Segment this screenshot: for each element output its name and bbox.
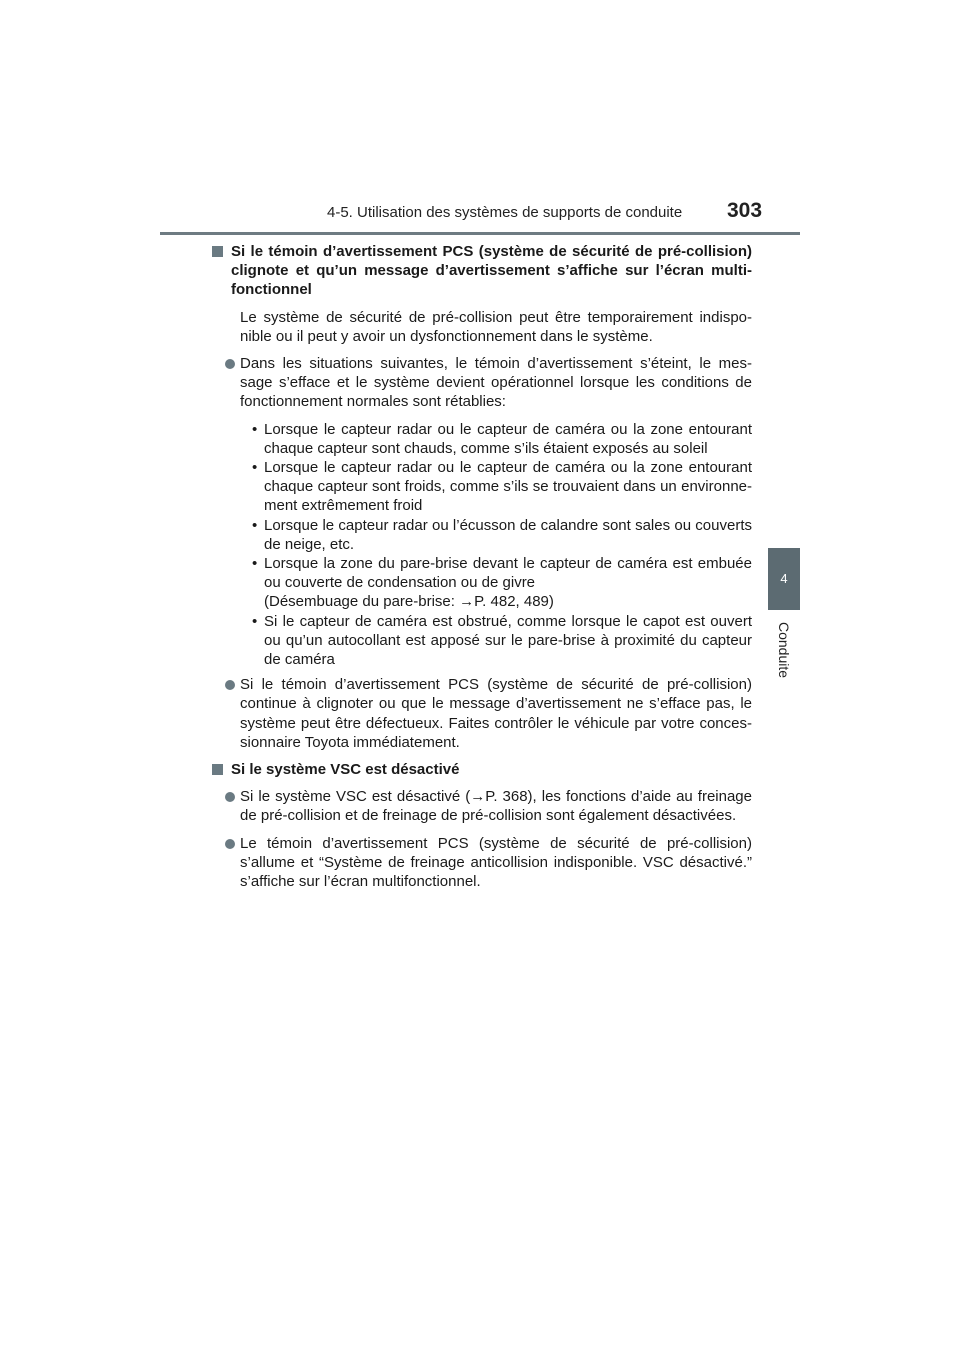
intro-paragraph: Le système de sécurité de pré-collision peut être temporairement indispo-nible ou il peut y avoir un dysfonctionnement dans le système. [240, 308, 752, 345]
sub-list-text: Lorsque la zone du pare-brise devant le capteur de caméra est embuée ou couverte de condensation ou de givre [264, 555, 752, 592]
bullet-item [212, 675, 752, 752]
bullet-item [212, 787, 752, 825]
sub-bullet-icon: • [252, 459, 258, 477]
sub-bullet-icon: • [252, 516, 258, 534]
section-header: 4-5. Utilisation des systèmes de supports de conduite [327, 204, 683, 221]
section-heading-text: Si le système VSC est désactivé [231, 761, 460, 779]
square-marker-icon [212, 246, 223, 257]
square-marker-icon [212, 764, 223, 775]
page-number: 303 [727, 199, 763, 222]
sub-list-text: Si le capteur de caméra est obstrué, comme lorsque le capot est ouvert ou qu’un autocollant est apposé sur le pare-brise à proximité du capteur de caméra [264, 612, 752, 669]
sub-list-item [252, 612, 752, 670]
sub-bullet-icon: • [252, 555, 258, 573]
section-heading [212, 242, 752, 300]
section-heading [212, 760, 752, 779]
sub-list-text: Lorsque le capteur radar ou le capteur de caméra ou la zone entourant chaque capteur sont chauds, comme s’ils étaient exposés au soleil [264, 420, 752, 457]
bullet-dot-icon [225, 680, 235, 690]
sub-list-item [252, 420, 752, 458]
chapter-tab: 4 [768, 548, 800, 610]
bullet-item [212, 834, 752, 892]
bullet-text: Le témoin d’avertissement PCS (système de sécurité de pré-collision) s’allume et “Système de freinage anticollision indisponible. VSC désactivé.” s’affiche sur l’écran multifonctionnel. [240, 834, 752, 891]
bullet-dot-icon [225, 839, 235, 849]
bullet-text: Si le témoin d’avertissement PCS (système de sécurité de pré-collision) continue à clignoter ou que le message d’avertissement ne s’efface pas, le système peut être défectueux. Faites contrôler le véhicule par votre conces-sionnaire Toyota immédiatement. [240, 676, 752, 751]
bullet-item [212, 354, 752, 412]
page-content [212, 242, 752, 899]
sub-list-text: Lorsque le capteur radar ou le capteur de caméra ou la zone entourant chaque capteur sont froids, comme s’ils se trouvaient dans un environne-ment extrêmement froid [264, 459, 752, 515]
sub-list-text: Lorsque le capteur radar ou l’écusson de calandre sont sales ou couverts de neige, etc. [264, 516, 752, 553]
bullet-dot-icon [225, 359, 235, 369]
bullet-text: Dans les situations suivantes, le témoin d’avertissement s’éteint, le mes-sage s’efface et le système devient opérationnel lorsque les conditions de fonctionnement normales sont rétablies: [240, 355, 752, 411]
sub-list-item [252, 458, 752, 516]
sub-list-item [252, 516, 752, 554]
sub-bullet-icon: • [252, 420, 258, 438]
header-rule [160, 232, 800, 235]
sub-bullet-icon: • [252, 612, 258, 630]
sub-list-item [252, 554, 752, 612]
bullet-dot-icon [225, 792, 235, 802]
bullet-text: Si le système VSC est désactivé (→P. 368), les fonctions d’aide au freinage de pré-collision et de freinage de pré-collision sont également désactivées. [240, 788, 752, 825]
sub-list [212, 420, 752, 670]
chapter-label: Conduite [776, 621, 792, 679]
section-heading-text: Si le témoin d’avertissement PCS (système de sécurité de pré-collision) clignote et qu’un message d’avertissement s’affiche sur l’écran multi-fonctionnel [231, 243, 752, 299]
page-reference: (Désembuage du pare-brise: →P. 482, 489) [264, 593, 554, 611]
